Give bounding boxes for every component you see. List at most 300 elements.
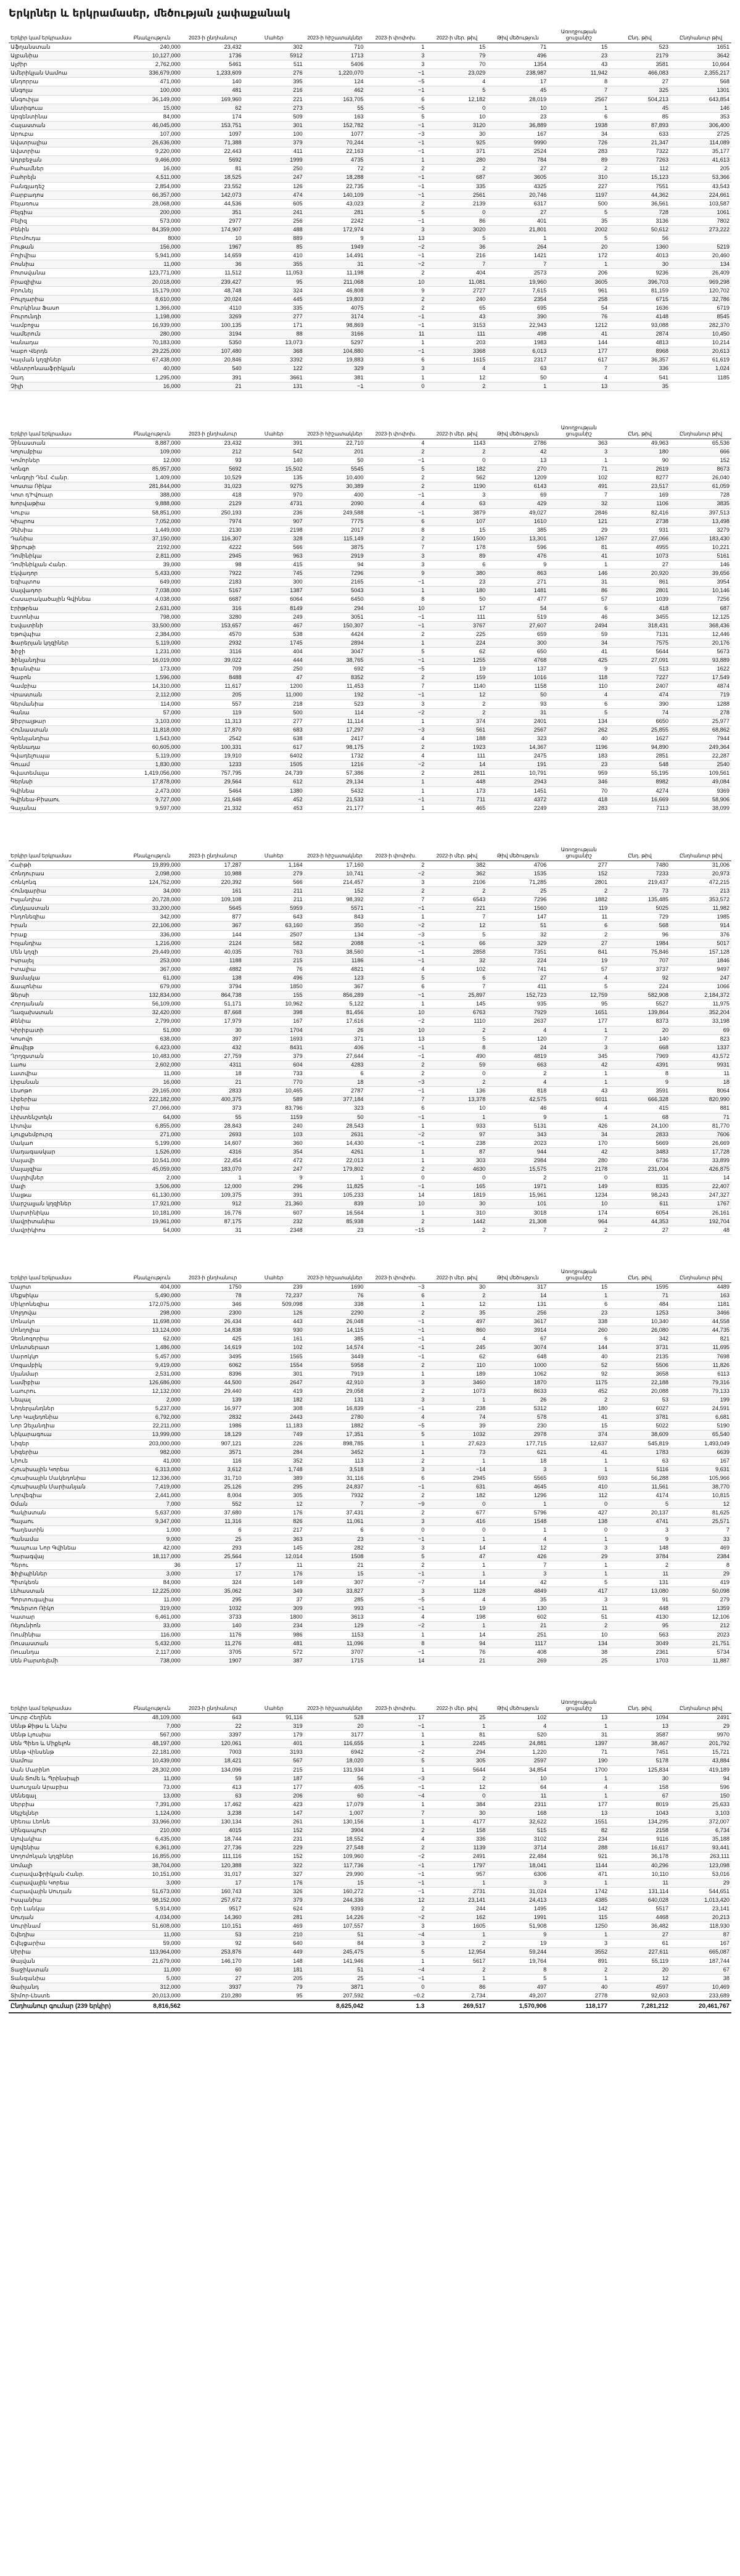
value-cell: 10 [365, 1009, 426, 1017]
country-cell: Ադրբեջան [9, 156, 121, 165]
value-cell: 1610 [487, 517, 548, 526]
table-row [9, 295, 731, 303]
value-cell: 419,189 [670, 1765, 731, 1774]
value-cell: 247,327 [670, 1191, 731, 1200]
value-cell: 115,149 [305, 534, 366, 543]
value-cell: 17,079 [305, 1800, 366, 1809]
value-cell: 7131 [609, 630, 670, 638]
value-cell: 67,438,000 [121, 356, 183, 365]
value-cell: 210,280 [183, 1991, 244, 2000]
value-cell: 227,611 [609, 1948, 670, 1957]
value-cell: 70 [426, 60, 487, 69]
value-cell: 11,053 [244, 269, 305, 278]
value-cell: 4015 [183, 1827, 244, 1835]
table-row [9, 339, 731, 347]
value-cell: 238 [426, 1139, 487, 1147]
value-cell: 62 [426, 1352, 487, 1361]
value-cell: 15 [548, 43, 609, 52]
value-cell: 2,000 [121, 1174, 183, 1183]
value-cell: 316 [183, 604, 244, 613]
value-cell: 2787 [305, 1087, 366, 1096]
value-cell: 6,792,000 [121, 1413, 183, 1422]
value-cell: 1 [548, 456, 609, 464]
value-cell: 711 [426, 795, 487, 804]
value-cell: 161 [183, 887, 244, 896]
table-row [9, 795, 731, 804]
value-cell: 692 [305, 665, 366, 674]
value-cell: 5 [609, 1500, 670, 1509]
value-cell: 1 [365, 156, 426, 165]
value-cell: 13 [487, 456, 548, 464]
value-cell: 12 [487, 1543, 548, 1552]
value-cell: 29,990 [305, 1870, 366, 1878]
value-cell: 2858 [426, 947, 487, 956]
value-cell: 11,000 [121, 1774, 183, 1783]
value-cell: 396,703 [609, 278, 670, 286]
table-row [9, 1282, 731, 1291]
value-cell: 81,770 [670, 1121, 731, 1130]
value-cell: 5692 [183, 465, 244, 474]
value-cell: 20,460 [670, 252, 731, 260]
value-cell: 3 [609, 1526, 670, 1535]
table-row [9, 1318, 731, 1326]
value-cell: 36,357 [609, 356, 670, 365]
value-cell: 277 [548, 861, 609, 869]
value-cell: 22,484 [487, 1852, 548, 1861]
value-cell: 162 [426, 1913, 487, 1922]
value-cell: 423 [244, 1800, 305, 1809]
value-cell: 20,088 [609, 1387, 670, 1395]
value-cell: 25 [426, 1713, 487, 1722]
value-cell: 2 [426, 700, 487, 708]
value-cell: −2 [365, 1130, 426, 1139]
value-cell: 4325 [487, 182, 548, 191]
value-cell: 8000 [121, 234, 183, 243]
value-cell: 367 [305, 983, 366, 991]
value-cell: 963 [244, 551, 305, 560]
value-cell: 114,000 [121, 700, 183, 708]
country-cell: Հյուսիսային Մարիանյան [9, 1482, 121, 1491]
table-row [9, 1809, 731, 1817]
country-cell: Նոր Զելանդիա [9, 1422, 121, 1430]
value-cell: 27 [609, 78, 670, 86]
column-header: Ընդ. թիվ [609, 846, 670, 861]
total-value: 269,517 [426, 2000, 487, 2013]
value-cell: 2 [426, 1291, 487, 1300]
value-cell: 296 [244, 1183, 305, 1191]
country-cell: Խորվաթիա [9, 500, 121, 508]
value-cell: 1,007 [305, 1809, 366, 1817]
value-cell: 61,000 [121, 974, 183, 983]
value-cell: 6317 [487, 199, 548, 208]
value-cell: 933 [426, 1121, 487, 1130]
value-cell: 3781 [609, 1413, 670, 1422]
value-cell: 15 [548, 1422, 609, 1430]
value-cell: 3 [365, 878, 426, 886]
value-cell: 18,020 [305, 1757, 366, 1765]
value-cell: 9116 [609, 1835, 670, 1844]
value-cell: 232 [244, 1217, 305, 1226]
value-cell: 7113 [609, 804, 670, 812]
value-cell: 5565 [487, 1474, 548, 1482]
value-cell: 27,066,000 [121, 1104, 183, 1113]
value-cell: 317 [487, 1282, 548, 1291]
value-cell: 134 [548, 717, 609, 725]
value-cell: 5,457,000 [121, 1352, 183, 1361]
value-cell: 969,298 [670, 278, 731, 286]
value-cell: 67 [609, 1791, 670, 1800]
value-cell: 818 [487, 1087, 548, 1096]
value-cell: 898,785 [305, 1439, 366, 1448]
value-cell: 11 [548, 1604, 609, 1613]
value-cell: 308 [244, 1405, 305, 1413]
value-cell: 56,109,000 [121, 1000, 183, 1009]
value-cell: 2 [426, 447, 487, 456]
table-row [9, 1165, 731, 1174]
value-cell: 3269 [183, 312, 244, 321]
table-row [9, 1344, 731, 1352]
value-cell: 5545 [305, 465, 366, 474]
table-row [9, 182, 731, 191]
value-cell: 240,000 [121, 43, 183, 52]
table-row [9, 991, 731, 1000]
value-cell: 6 [548, 700, 609, 708]
value-cell: 3279 [670, 526, 731, 534]
country-cell: Մեքսիկա [9, 1291, 121, 1300]
value-cell: 1039 [609, 595, 670, 604]
value-cell: 303 [426, 1156, 487, 1165]
value-cell: 4 [365, 965, 426, 973]
country-cell: Սողոմոնյան կղզիներ [9, 1852, 121, 1861]
value-cell: 2731 [426, 1887, 487, 1896]
country-cell: Կուբա [9, 508, 121, 517]
value-cell: 107,000 [121, 130, 183, 138]
value-cell: 56 [305, 1774, 366, 1783]
table-row [9, 365, 731, 373]
value-cell: 2178 [548, 1165, 609, 1174]
value-cell: 120,702 [670, 286, 731, 295]
value-cell: 404 [244, 648, 305, 656]
value-cell: 1,830,000 [121, 761, 183, 769]
value-cell: 1 [548, 1569, 609, 1578]
value-cell: 123,771,000 [121, 269, 183, 278]
value-cell: 172,075,000 [121, 1300, 183, 1309]
value-cell: 33,200,000 [121, 904, 183, 913]
value-cell: 15,179,000 [121, 286, 183, 295]
value-cell: 24,100 [609, 1121, 670, 1130]
value-cell: 119 [548, 904, 609, 913]
value-cell: 19,899,000 [121, 861, 183, 869]
value-cell: 15,961 [487, 1191, 548, 1200]
value-cell: 240 [426, 295, 487, 303]
country-cell: Հնդկաստան [9, 904, 121, 913]
value-cell: 23,141 [670, 1905, 731, 1913]
value-cell: 13,073 [244, 339, 305, 347]
value-cell: 17,462 [183, 1800, 244, 1809]
value-cell: 27,548 [305, 1844, 366, 1852]
column-header: Մահեր [244, 28, 305, 43]
country-cell: Աֆղանստան [9, 43, 121, 52]
country-cell: Նորվեգիա [9, 1492, 121, 1500]
value-cell: 102 [548, 474, 609, 482]
value-cell: 1 [305, 1174, 366, 1183]
value-cell: 2786 [487, 439, 548, 447]
column-header: Բնակչություն [121, 846, 183, 861]
value-cell: 26,048 [305, 1318, 366, 1326]
value-cell: 281 [305, 208, 366, 217]
value-cell: 930 [244, 1326, 305, 1335]
value-cell: 46 [487, 1104, 548, 1113]
country-cell: Իտալիա [9, 965, 121, 973]
value-cell: 1,748 [244, 1465, 305, 1474]
value-cell: 198 [426, 1613, 487, 1622]
value-cell: 3452 [305, 1448, 366, 1456]
country-cell: Ռուսաստան [9, 1639, 121, 1648]
value-cell: 4882 [183, 965, 244, 973]
value-cell: 798,000 [121, 613, 183, 621]
value-cell: 415 [244, 561, 305, 569]
value-cell: 8019 [609, 1800, 670, 1809]
value-cell: 519 [487, 613, 548, 621]
value-cell: 44,536 [183, 199, 244, 208]
value-cell: 336 [609, 365, 670, 373]
data-table [9, 1268, 731, 1666]
value-cell: 474 [609, 691, 670, 700]
value-cell: 5,119,000 [121, 752, 183, 761]
value-cell: 21,751 [670, 1639, 731, 1648]
value-cell: 19,961,000 [121, 1217, 183, 1226]
value-cell: 177 [244, 1783, 305, 1791]
value-cell: 36,889 [487, 121, 548, 130]
value-cell: 176 [244, 1509, 305, 1517]
value-cell: 20,213 [670, 1913, 731, 1922]
value-cell: 5461 [183, 60, 244, 69]
value-cell: 1991 [487, 1913, 548, 1922]
value-cell: −1 [365, 456, 426, 464]
table-row [9, 1217, 731, 1226]
value-cell: 4075 [305, 303, 366, 312]
value-cell: 15 [548, 1282, 609, 1291]
value-cell: 109,375 [183, 1191, 244, 1200]
value-cell: 0 [426, 1791, 487, 1800]
value-cell: 81 [426, 1731, 487, 1740]
value-cell: 2,384,000 [121, 630, 183, 638]
value-cell: 2,531,000 [121, 1369, 183, 1378]
table-row [9, 1465, 731, 1474]
value-cell: 23 [305, 1226, 366, 1234]
value-cell: 38,609 [609, 1430, 670, 1439]
value-cell: 8 [487, 1965, 548, 1974]
value-cell: 2311 [487, 1800, 548, 1809]
value-cell: 89 [548, 156, 609, 165]
value-cell: 27,623 [426, 1439, 487, 1448]
value-cell: 5958 [305, 1361, 366, 1369]
value-cell: 239,427 [183, 278, 244, 286]
value-cell: 40,035 [183, 947, 244, 956]
value-cell: 258 [548, 295, 609, 303]
table-row [9, 752, 731, 761]
value-cell: 25,855 [609, 725, 670, 734]
value-cell: 8064 [670, 1087, 731, 1096]
value-cell: 188 [426, 734, 487, 743]
table-row [9, 1913, 731, 1922]
table-row [9, 321, 731, 330]
value-cell: 335 [244, 303, 305, 312]
value-cell: 20,846 [183, 356, 244, 365]
value-cell: 1 [365, 1448, 426, 1456]
value-cell: 6,423,000 [121, 1043, 183, 1052]
value-cell: 65,536 [670, 439, 731, 447]
value-cell: 2 [548, 930, 609, 939]
value-cell: 131 [244, 382, 305, 390]
value-cell: 2 [365, 1060, 426, 1069]
value-cell: 10 [426, 1104, 487, 1113]
value-cell: 1 [548, 1465, 609, 1474]
country-cell: Սամոա [9, 1757, 121, 1765]
value-cell: 2 [548, 1965, 609, 1974]
value-cell: 418 [183, 491, 244, 500]
value-cell: 7,615 [487, 286, 548, 295]
country-cell: Սինգապուր [9, 1827, 121, 1835]
value-cell: 2,117,000 [121, 1648, 183, 1656]
value-cell: 93,441 [670, 1844, 731, 1852]
country-cell: Նեպալ [9, 1396, 121, 1405]
header-row [9, 424, 731, 439]
value-cell: 1097 [183, 130, 244, 138]
value-cell: 1565 [244, 1352, 305, 1361]
value-cell: 726 [548, 139, 609, 147]
value-cell: 472,215 [670, 878, 731, 886]
value-cell: 1253 [609, 1309, 670, 1318]
value-cell: 925 [426, 139, 487, 147]
value-cell: 10 [548, 1200, 609, 1208]
column-header: Առողջության ցուցանիշ [548, 28, 609, 43]
value-cell: 11,561 [609, 1482, 670, 1491]
table-row [9, 1087, 731, 1096]
table-row [9, 1827, 731, 1835]
table-row [9, 1974, 731, 1983]
value-cell: 205 [183, 691, 244, 700]
value-cell: −2 [365, 1017, 426, 1026]
value-cell: 6,361,000 [121, 1844, 183, 1852]
value-cell: 33,966,000 [121, 1818, 183, 1827]
value-cell: 87,668 [183, 1009, 244, 1017]
country-cell: Անգուիլա [9, 95, 121, 104]
value-cell: 611 [609, 1200, 670, 1208]
value-cell: 8 [426, 1043, 487, 1052]
value-cell: 280,000 [121, 330, 183, 339]
value-cell: 31 [548, 1731, 609, 1740]
value-cell: 1 [365, 786, 426, 795]
value-cell: 3 [426, 491, 487, 500]
value-cell: 205 [244, 1974, 305, 1983]
value-cell: 3120 [426, 121, 487, 130]
table-row [9, 1630, 731, 1639]
country-cell: Սուրինամ [9, 1922, 121, 1931]
value-cell: 448 [609, 1604, 670, 1613]
table-row [9, 208, 731, 217]
value-cell: 14 [426, 1543, 487, 1552]
value-cell: 10,181,000 [121, 1208, 183, 1217]
value-cell: 5,000 [121, 1974, 183, 1983]
value-cell: 271 [487, 578, 548, 587]
data-table [9, 846, 731, 1235]
value-cell: 7,000 [121, 1722, 183, 1731]
value-cell: 710 [305, 43, 366, 52]
country-cell: Էկվադոր [9, 569, 121, 578]
value-cell: 145 [244, 1543, 305, 1552]
value-cell: 44,500 [183, 1378, 244, 1387]
value-cell: 3714 [487, 1844, 548, 1852]
value-cell: 26,040 [670, 474, 731, 482]
value-cell: 50 [426, 595, 487, 604]
value-cell: 1144 [548, 1861, 609, 1870]
table-row [9, 139, 731, 147]
value-cell: 329 [305, 365, 366, 373]
value-cell: 1176 [183, 1630, 244, 1639]
value-cell: 1 [487, 234, 548, 243]
country-cell: Ֆիջի [9, 648, 121, 656]
value-cell: 214,457 [305, 878, 366, 886]
country-cell: Լիբերիա [9, 1096, 121, 1104]
value-cell: 130,134 [183, 1818, 244, 1827]
value-cell: 14,838 [183, 1326, 244, 1335]
table-row [9, 1352, 731, 1361]
value-cell: 2 [426, 382, 487, 390]
value-cell: 4741 [609, 1517, 670, 1526]
value-cell: 15,123 [609, 173, 670, 182]
value-cell: 13 [548, 382, 609, 390]
value-cell: 234 [548, 1835, 609, 1844]
value-cell: 29,449,000 [121, 947, 183, 956]
country-cell: Գրենադա [9, 743, 121, 752]
country-cell: Ճապոնիա [9, 983, 121, 991]
value-cell: 35 [609, 382, 670, 390]
value-cell: 1882 [305, 1422, 366, 1430]
value-cell: 2 [548, 887, 609, 896]
value-cell: 40 [548, 1352, 609, 1361]
value-cell: 98,392 [305, 896, 366, 904]
value-cell: 81,456 [305, 1009, 366, 1017]
value-cell: 1481 [487, 587, 548, 595]
value-cell: 43 [548, 1087, 609, 1096]
value-cell: 6 [183, 1526, 244, 1535]
value-cell: 1742 [548, 1887, 609, 1896]
value-cell: 2 [365, 165, 426, 173]
value-cell: 84,000 [121, 1579, 183, 1587]
table-row [9, 303, 731, 312]
country-cell: Ֆիլիպիններ [9, 1569, 121, 1578]
value-cell: 17,728 [670, 1147, 731, 1156]
country-cell: Չիլի [9, 382, 121, 390]
value-cell: 11,000 [121, 1931, 183, 1939]
table-row [9, 1456, 731, 1465]
table-row [9, 252, 731, 260]
value-cell: 60 [305, 1791, 366, 1800]
value-cell: 4174 [609, 1492, 670, 1500]
value-cell: 41 [548, 330, 609, 339]
value-cell: 385 [487, 526, 548, 534]
value-cell: 0 [426, 208, 487, 217]
table-row [9, 373, 731, 382]
value-cell: 1 [365, 1121, 426, 1130]
value-cell: 31,017 [183, 1870, 244, 1878]
value-cell: 5644 [426, 1765, 487, 1774]
country-cell: Բելառուս [9, 199, 121, 208]
value-cell: 129 [305, 1622, 366, 1630]
value-cell: 30 [609, 1774, 670, 1783]
value-cell: 33,827 [305, 1587, 366, 1596]
